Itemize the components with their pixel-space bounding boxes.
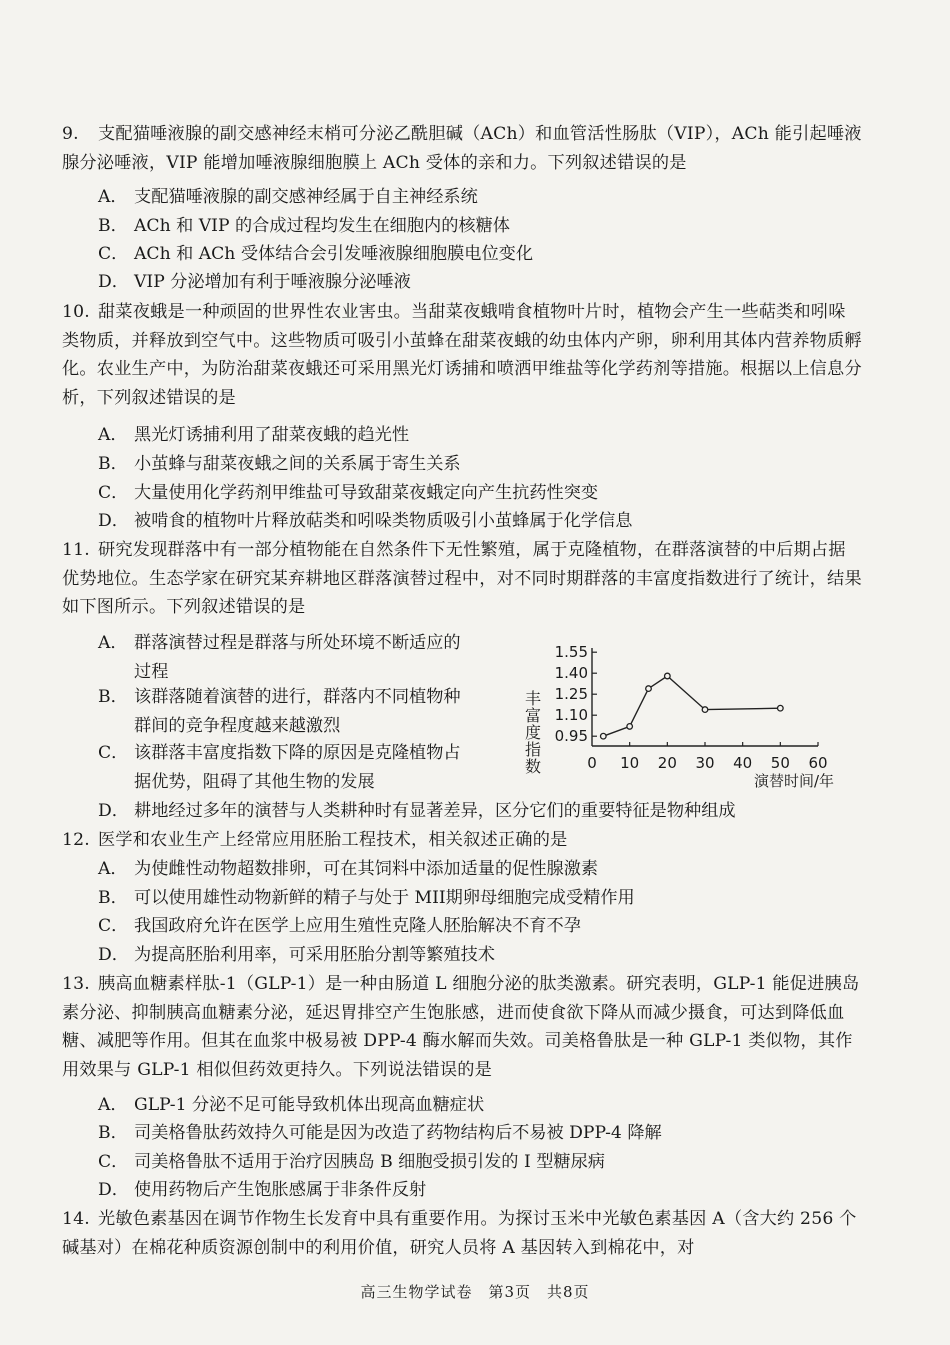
option-label: D． (98, 945, 129, 965)
option-b (98, 884, 858, 913)
chart-axes (592, 648, 818, 746)
option-label: D． (98, 511, 129, 531)
option-label: C． (98, 483, 129, 503)
option-label: B． (98, 888, 128, 908)
option-text: 该群落丰富度指数下降的原因是克隆植物占据优势，阻碍了其他生物的发展 (134, 743, 461, 792)
option-d (98, 797, 858, 826)
option-text: 使用药物后产生饱胀感属于非条件反射 (134, 1180, 427, 1200)
option-text: VIP 分泌增加有利于唾液腺分泌唾液 (134, 272, 411, 292)
option-label: D． (98, 801, 129, 821)
page-footer: 高三生物学试卷 第3页 共8页 (360, 1283, 590, 1301)
x-tick-label: 50 (770, 754, 790, 772)
option-label: A． (98, 425, 128, 445)
option-d (98, 1176, 858, 1205)
option-c (98, 739, 470, 796)
option-text: 小茧蜂与甜菜夜蛾之间的关系属于寄生关系 (134, 454, 461, 474)
question-number: 13. (62, 974, 90, 994)
option-label: A． (98, 1095, 128, 1115)
question-number: 12. (62, 830, 90, 850)
option-text: 黑光灯诱捕利用了甜菜夜蛾的趋光性 (134, 425, 410, 445)
x-tick-label: 20 (657, 754, 677, 772)
option-text: 司美格鲁肽药效持久可能是因为改造了药物结构后不易被 DPP-4 降解 (134, 1123, 662, 1143)
option-label: B． (98, 216, 128, 236)
option-text: ACh 和 ACh 受体结合会引发唾液腺细胞膜电位变化 (134, 244, 534, 264)
option-label: C． (98, 916, 129, 936)
option-d (98, 507, 858, 536)
option-text: 耕地经过多年的演替与人类耕种时有显著差异，区分它们的重要特征是物种组成 (134, 801, 736, 821)
question-9 (62, 120, 862, 177)
option-b (98, 212, 858, 241)
option-c (98, 912, 858, 941)
question-13 (62, 970, 862, 1084)
data-point (601, 733, 607, 739)
data-points (601, 673, 784, 739)
x-tick-label: 30 (695, 754, 715, 772)
option-d (98, 268, 858, 297)
option-a (98, 629, 470, 686)
data-point (646, 686, 652, 692)
option-label: D． (98, 272, 129, 292)
question-12 (62, 826, 862, 855)
option-text: 司美格鲁肽不适用于治疗因胰岛 B 细胞受损引发的 I 型糖尿病 (134, 1152, 605, 1172)
x-tick-label: 40 (733, 754, 753, 772)
question-10 (62, 298, 862, 412)
question-number: 14. (62, 1209, 90, 1229)
option-text: 被啃食的植物叶片释放萜类和吲哚类物质吸引小茧蜂属于化学信息 (134, 511, 633, 531)
data-point (627, 724, 633, 730)
option-text: 我国政府允许在医学上应用生殖性克隆人胚胎解决不育不孕 (134, 916, 581, 936)
question-stem: 研究发现群落中有一部分植物能在自然条件下无性繁殖，属于克隆植物，在群落演替的中后期占据优势地位。生态学家在研究某弃耕地区群落演替过程中，对不同时期群落的丰富度指数进行了统计，结果如下图所示。下列叙述错误的是 (62, 540, 862, 617)
option-c (98, 240, 858, 269)
x-tick-label: 10 (620, 754, 640, 772)
option-label: A． (98, 859, 128, 879)
y-tick-label: 1.55 (554, 643, 588, 662)
data-point (702, 707, 708, 713)
option-c (98, 1148, 858, 1177)
option-text: 群落演替过程是群落与所处环境不断适应的过程 (134, 633, 461, 682)
option-text: 为使雌性动物超数排卵，可在其饲料中添加适量的促性腺激素 (134, 859, 599, 879)
option-b (98, 683, 470, 740)
option-text: 大量使用化学药剂甲维盐可导致甜菜夜蛾定向产生抗药性突变 (134, 483, 599, 503)
option-a (98, 855, 858, 884)
option-label: C． (98, 1152, 129, 1172)
data-point (778, 705, 784, 711)
option-text: 为提高胚胎利用率，可采用胚胎分割等繁殖技术 (134, 945, 495, 965)
question-stem: 光敏色素基因在调节作物生长发育中具有重要作用。为探讨玉米中光敏色素基因 A（含大约 256 个碱基对）在棉花种质资源创制中的利用价值，研究人员将 A 基因转入到棉花中，对 (62, 1209, 857, 1258)
option-label: B． (98, 1123, 128, 1143)
question-stem: 胰高血糖素样肽-1（GLP-1）是一种由肠道 L 细胞分泌的肽类激素。研究表明，GLP-1 能促进胰岛素分泌、抑制胰高血糖素分泌，延迟胃排空产生饱胀感，进而使食欲下降从而减少摄食，可达到降低血糖、减肥等作用。但其在血浆中极易被 DPP-4 酶水解而失效。司美格鲁肽是一种 GLP-1 类似物，其作用效果与 GLP-1 相似但药效更持久。下列说法错误的是 (62, 974, 860, 1080)
y-tick-label: 1.10 (554, 706, 588, 725)
question-stem: 甜菜夜蛾是一种顽固的世界性农业害虫。当甜菜夜蛾啃食植物叶片时，植物会产生一些萜类和吲哚类物质，并释放到空气中。这些物质可吸引小茧蜂在甜菜夜蛾的幼虫体内产卵，卵利用其体内营养物质孵化。农业生产中，为防治甜菜夜蛾还可采用黑光灯诱捕和喷洒甲维盐等化学药剂等措施。根据以上信息分析，下列叙述错误的是 (62, 302, 862, 408)
option-text: GLP-1 分泌不足可能导致机体出现高血糖症状 (134, 1095, 485, 1115)
option-text: 该群落随着演替的进行，群落内不同植物种群间的竞争程度越来越激烈 (134, 687, 461, 736)
question-number: 10. (62, 302, 90, 322)
x-tick-label: 60 (808, 754, 828, 772)
option-label: B． (98, 454, 128, 474)
y-axis-label: 丰富度指数 (522, 690, 542, 775)
option-label: B． (98, 687, 128, 707)
option-text: 可以使用雄性动物新鲜的精子与处于 MII期卵母细胞完成受精作用 (134, 888, 635, 908)
y-tick-label: 1.25 (554, 685, 588, 704)
option-label: A． (98, 633, 128, 653)
option-label: A． (98, 187, 128, 207)
option-label: C． (98, 743, 129, 763)
option-a (98, 421, 858, 450)
y-tick-label: 0.95 (554, 727, 588, 746)
option-b (98, 450, 858, 479)
question-14 (62, 1205, 862, 1262)
option-text: 支配猫唾液腺的副交感神经属于自主神经系统 (134, 187, 478, 207)
y-ticks (555, 643, 597, 745)
question-11 (62, 536, 862, 622)
option-label: D． (98, 1180, 129, 1200)
option-a (98, 183, 858, 212)
question-number: 11. (62, 540, 90, 560)
option-b (98, 1119, 858, 1148)
x-tick-label: 0 (587, 754, 597, 772)
question-stem: 医学和农业生产上经常应用胚胎工程技术，相关叙述正确的是 (98, 830, 568, 850)
option-a (98, 1091, 858, 1120)
question-number: 9. (62, 124, 79, 144)
data-point (665, 673, 671, 679)
y-tick-label: 1.40 (554, 664, 588, 683)
question-stem: 支配猫唾液腺的副交感神经末梢可分泌乙酰胆碱（ACh）和血管活性肠肽（VIP），ACh 能引起唾液腺分泌唾液，VIP 能增加唾液腺细胞膜上 ACh 受体的亲和力。下列叙述错误的是 (62, 124, 862, 173)
x-axis-label: 演替时间/年 (753, 772, 834, 790)
option-label: C． (98, 244, 129, 264)
option-c (98, 479, 858, 508)
richness-index-chart (510, 640, 850, 790)
option-text: ACh 和 VIP 的合成过程均发生在细胞内的核糖体 (134, 216, 510, 236)
option-d (98, 941, 858, 970)
